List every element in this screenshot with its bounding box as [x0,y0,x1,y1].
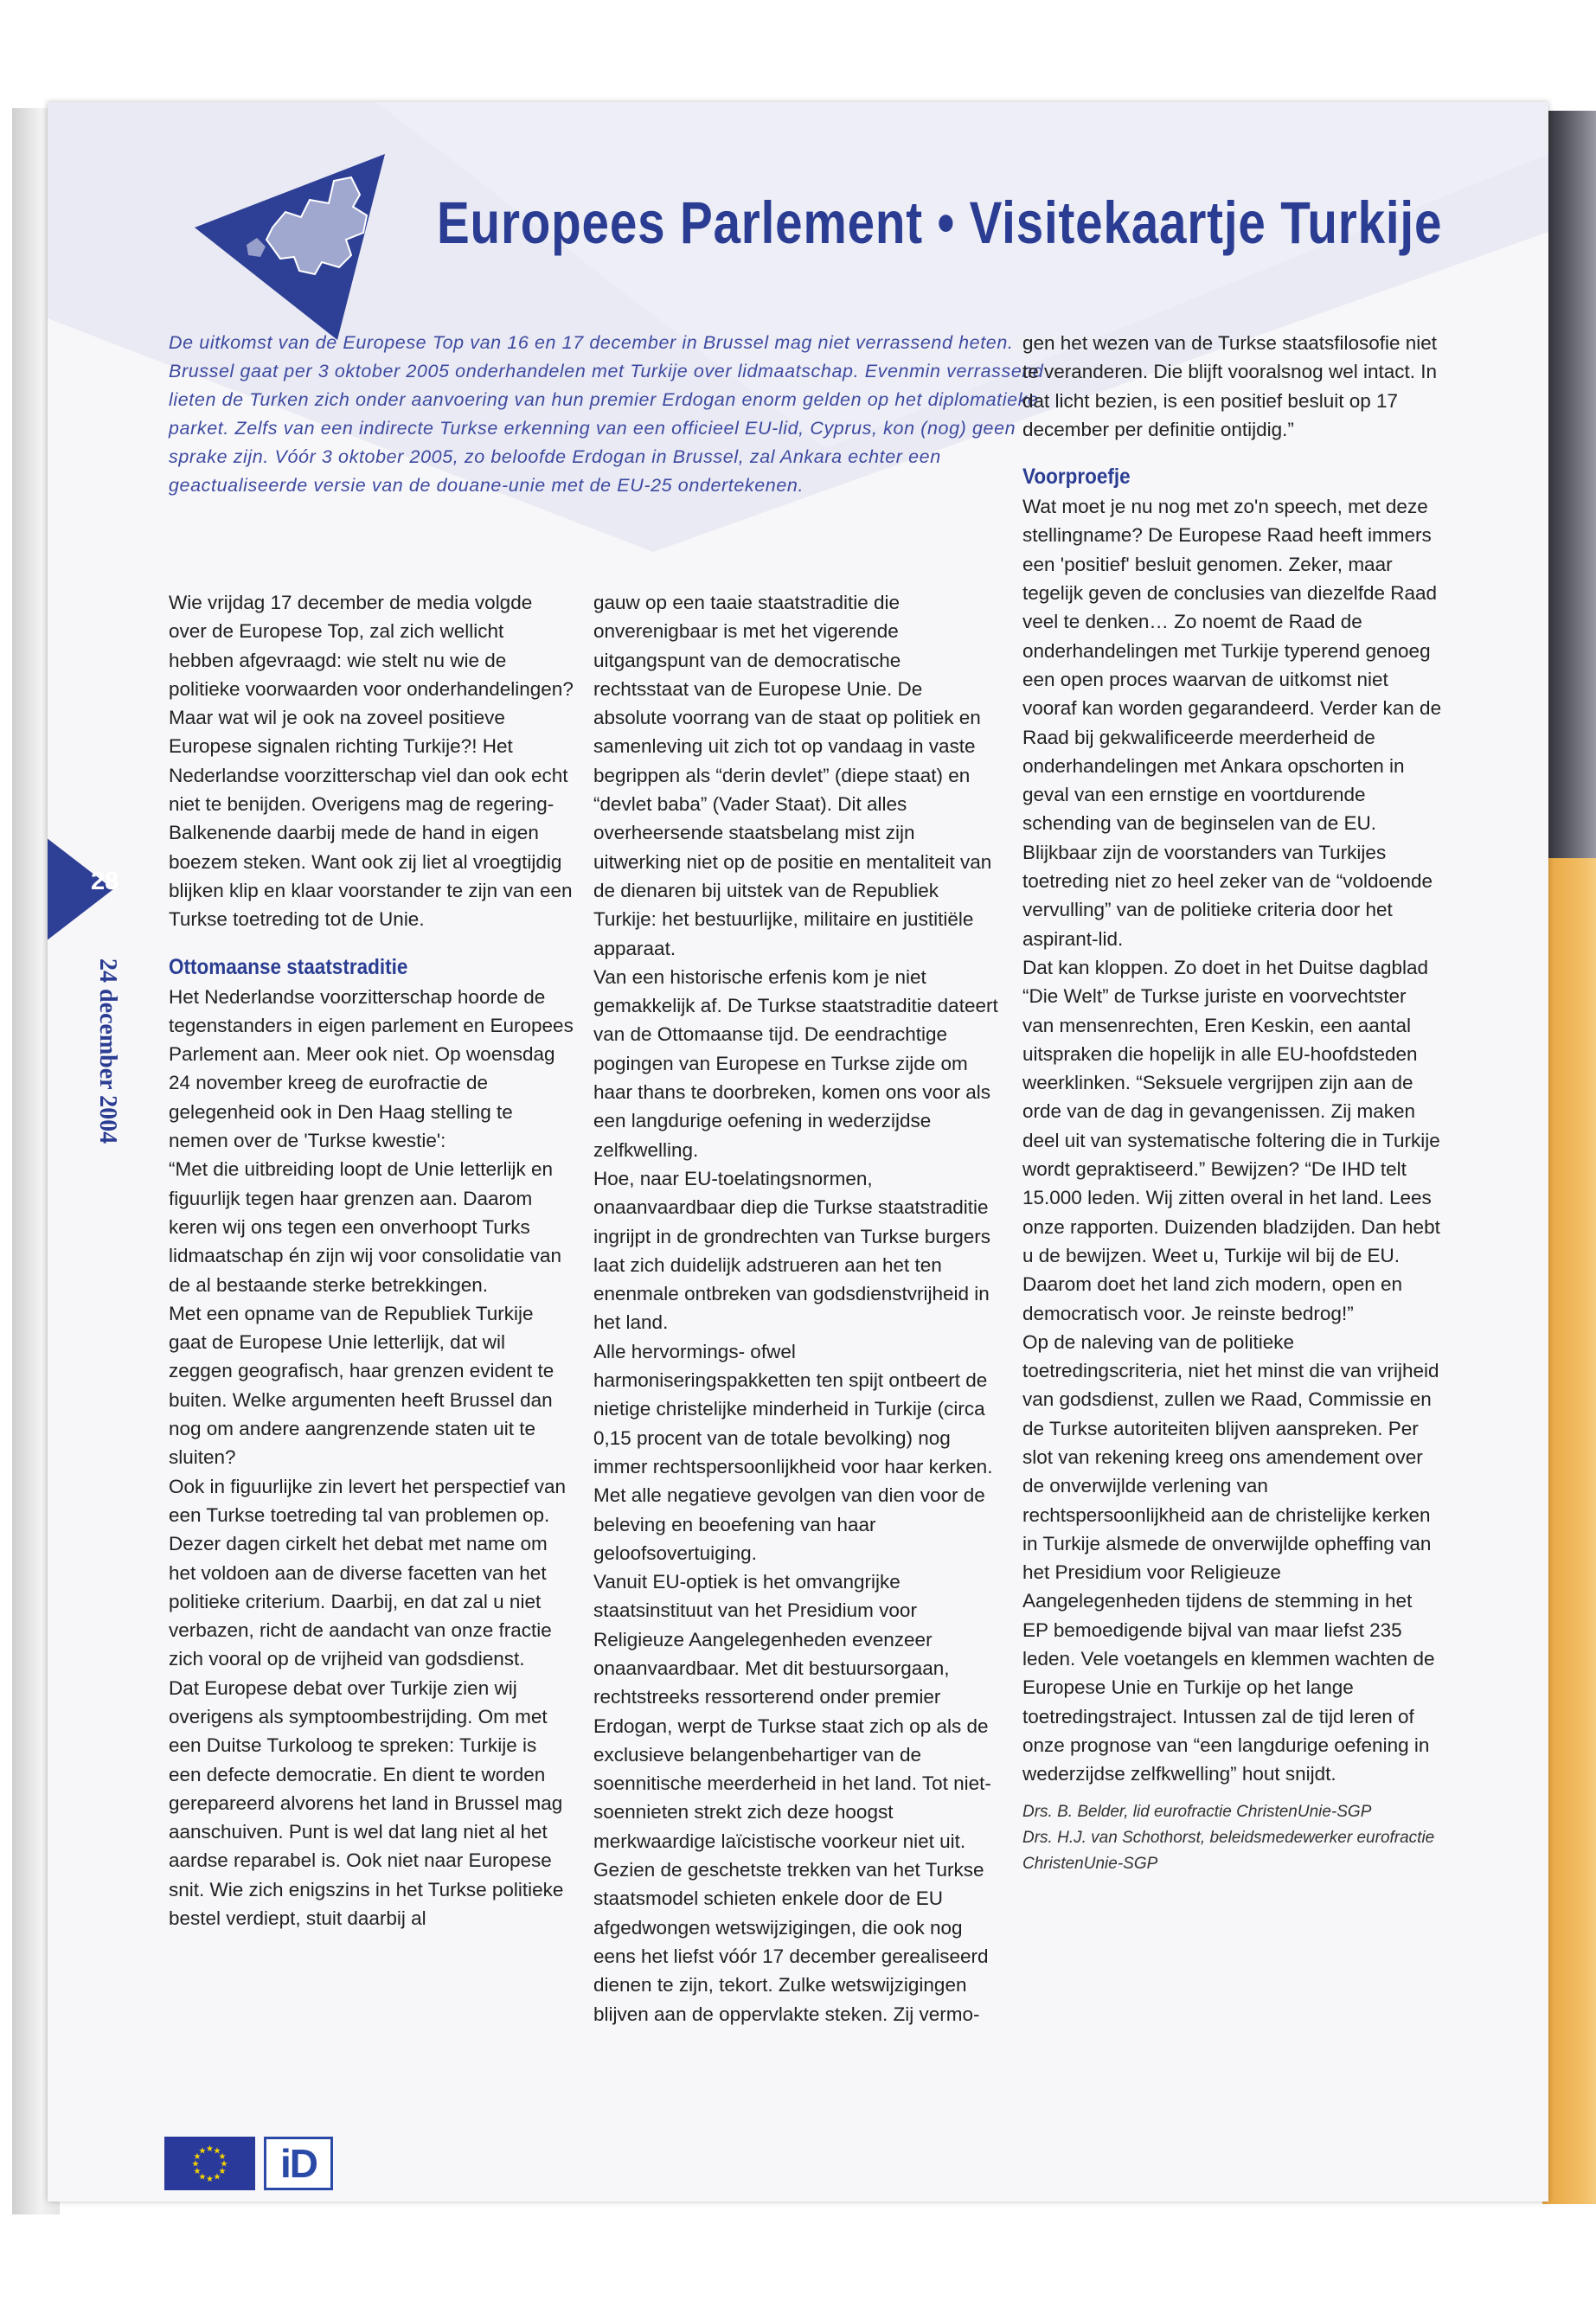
section-heading-voorproefje: Voorproefje [1022,465,1131,490]
column1-paragraph: Ook in figuurlijke zin levert het perspectief van een Turkse toetreding tal van problemen op. Dezer dagen cirkelt het debat met name om het voldoen aan de diverse facetten van het politieke criterium. Daarbij, en dat zal u niet verbazen, richt de aandacht van onze fractie zich vooral op de vrijheid van godsdienst. [169,1475,566,1670]
author-signature: Drs. B. Belder, lid eurofractie ChristenUnie-SGP [1022,1802,1372,1821]
column1-paragraph: Met een opname van de Republiek Turkije gaat de Europese Unie letterlijk, dat wil zeggen geografisch, haar grenzen evident te buiten. Welke argumenten heeft Brussel dan nog om andere aangrenzende staten uit te sluiten? [169,1302,554,1469]
issue-date: 24 december 2004 [94,958,121,1144]
svg-text:★: ★ [193,2152,202,2162]
column1-paragraph: “Met die uitbreiding loopt de Unie letterlijk en figuurlijk tegen haar grenzen aan. Daarom keren wij ons tegen een onverhoopt Turks lidmaatschap én zijn wij voor consolidatie van de al bestaande sterke betrekkingen. [169,1158,561,1296]
column2-paragraph: Alle hervormings- ofwel harmoniseringspakketten ten spijt ontbeert de nietige christelijke minderheid in Turkije (circa 0,15 procent van de totale bevolking) nog immer rechtspersoonlijkheid voor haar kerken. Met alle negatieve gevolgen van dien voor de beleving en beoefening van haar geloofsovertuiging. [593,1340,993,1564]
svg-text:★: ★ [206,2175,214,2184]
svg-text:★: ★ [213,2146,221,2157]
svg-text:★: ★ [220,2159,228,2170]
column3-paragraph: Op de naleving van de politieke toetredingscriteria, niet het minst die van vrijheid van godsdienst, zullen we Raad, Commissie en de Turkse autoriteiten blijven aanspreken. Per slot van rekening kreeg ons amendement over de onverwijlde verlening van rechtspersoonlijkheid aan de christelijke kerken in Turkije alsmede de onverwijlde opheffing van het Presidium voor Religieuze Aangelegenheden tijdens de stemming in het EP bemoedigende bijval van maar liefst 235 leden. Vele voetangels en klemmen wachten de Europese Unie en Turkije op het lange toetredingstraject. Intussen zal de tijd leren of onze prognose van “een langdurige oefening in wederzijdse zelfkwelling” hout snijdt. [1022,1330,1439,1785]
svg-text:★: ★ [198,2146,207,2157]
svg-text:★: ★ [218,2167,227,2176]
article-column-1 [169,588,574,1932]
column2-paragraph: Gezien de geschetste trekken van het Turkse staatsmodel schieten enkele door de EU afgedwongen wetswijzigingen, die ook nog eens het liefst vóór 17 december gerealiseerd dienen te zijn, tekort. Zulke wetswijzigingen blijven aan de oppervlakte steken. Zij vermo- [593,1859,989,2025]
column3-paragraph: Wat moet je nu nog met zo'n speech, met deze stellingname? De Europese Raad heeft immers een 'positief' besluit genomen. Zeker, maar tegelijk geven de conclusies van diezelfde Raad veel te denken… Zo noemt de Raad de onderhandelingen met Turkije typerend genoeg een open proces waarvan de uitkomst niet vooraf kan worden gegarandeerd. Verder kan de Raad bij gekwalificeerde meerderheid de onderhandelingen met Ankara opschorten in geval van een ernstige en voortdurende schending van de beginselen van de EU. Blijkbaar zijn de voorstanders van Turkijes toetreding niet zo heel zeker van de “voldoende vervulling” van de politieke criteria door het aspirant-lid. [1022,496,1442,950]
column2-paragraph: Vanuit EU-optiek is het omvangrijke staatsinstituut van het Presidium voor Religieuze Aangelegenheden evenzeer onaanvaardbaar. Met dit bestuursorgaan, rechtstreeks ressorterend onder premier Erdogan, werpt de Turkse staat zich op als de exclusieve belangenbehartiger van de soennitische meerderheid in het land. Tot niet-soennieten strekt zich deze hoogst merkwaardige laïcistische voorkeur niet uit. [593,1571,991,1852]
lead-paragraph: De uitkomst van de Europese Top van 16 en 17 december in Brussel mag niet verrassend heten. Brussel gaat per 3 oktober 2005 onderhandelen met Turkije over lidmaatschap. Evenmin verrassend lieten de Turken zich onder aanvoering van hun premier Erdogan enorm gelden op het diplomatieke parket. Zelfs van een indirecte Turkse erkenning van een officieel EU-lid, Cyprus, kon (nog) geen sprake zijn. Vóór 3 oktober 2005, zo beloofde Erdogan in Brussel, zal Ankara echter een geactualiseerde versie van de douane-unie met de EU-25 ondertekenen. [169,332,1044,496]
article-column-2 [593,588,1000,2029]
svg-text:★: ★ [213,2172,221,2182]
column3-intro: gen het wezen van de Turkse staatsfilosofie niet te veranderen. Die blijft vooralsnog wel intact. In dat licht bezien, is een positief besluit op 17 december per definitie ontijdig.” [1022,332,1438,440]
article-column-3 [1022,329,1442,1877]
svg-text:★: ★ [206,2144,214,2154]
id-logo: iD [264,2137,333,2190]
column2-paragraph: gauw op een taaie staatstraditie die onverenigbaar is met het vigerende uitgangspunt van de democratische rechtsstaat van de Europese Unie. De absolute voorrang van de staat op politiek en samenleving uit zich tot op vandaag in vaste begrippen als “derin devlet” (diepe staat) en “devlet baba” (Vader Staat). Dit alles overheersende staatsbelang mist zijn uitwerking niet op de positie en mentaliteit van de dienaren bij uitstek van de Republiek Turkije: het bestuurlijke, militaire en justitiële apparaat. [593,592,992,959]
page-number: 28 [91,868,119,895]
column1-intro: Wie vrijdag 17 december de media volgde over de Europese Top, zal zich wellicht hebben afgevraagd: wie stelt nu wie de politieke voorwaarden voor onderhandelingen? Maar wat wil je ook na zoveel positieve Europese signalen richting Turkije?! Het Nederlandse voorzitterschap viel dan ook echt niet te benijden. Overigens mag de regering-Balkenende daarbij mede de hand in eigen boezem steken. Want ook zij liet al vroegtijdig blijken klip en klaar voorstander te zijn van een Turkse toetreding tot de Unie. [169,592,574,931]
column3-paragraph: Dat kan kloppen. Zo doet in het Duitse dagblad “Die Welt” de Turkse juriste en voorvechtster van mensenrechten, Eren Keskin, een aantal uitspraken die hopelijk in alle EU-hoofdsteden weerklinken. “Seksuele vergrijpen zijn aan de orde van de dag in gevangenissen. Zij maken deel uit van systematische foltering die in Turkije wordt gepraktiseerd.” Bewijzen? “De IHD telt 15.000 leden. Wij zitten overal in het land. Lees onze rapporten. Duizenden bladzijden. Dan hebt u de bewijzen. Weet u, Turkije wil bij de EU. Daarom doet het land zich modern, open en democratisch voor. Je reinste bedrog!” [1022,956,1440,1324]
svg-text:★: ★ [193,2167,202,2176]
eu-flag-icon [164,2137,255,2190]
svg-text:★: ★ [218,2152,227,2162]
europe-map-logo [143,128,420,353]
svg-text:★: ★ [191,2159,200,2170]
column1-paragraph: Het Nederlandse voorzitterschap hoorde de tegenstanders in eigen parlement en Europees Parlement aan. Meer ook niet. Op woensdag 24 november kreeg de eurofractie de gelegenheid ook in Den Haag stelling te nemen over de 'Turkse kwestie': [169,985,574,1152]
svg-text:★: ★ [198,2172,207,2182]
page-title: Europees Parlement • Visitekaartje Turkije [437,189,1443,256]
section-heading-ottomaanse: Ottomaanse staatstraditie [169,954,408,979]
column1-paragraph: Dat Europese debat over Turkije zien wij overigens als symptoombestrijding. Om met een Duitse Turkoloog te spreken: Turkije is een defecte democratie. En dient te worden gerepareerd alvorens het land in Brussel mag aanschuiven. Punt is wel dat lang niet al het aardse reparabel is. Ook niet naar Europese snit. Wie zich enigszins in het Turkse politieke bestel verdiept, stuit daarbij al [169,1676,564,1930]
author-signature: Drs. H.J. van Schothorst, beleidsmedewerker eurofractie ChristenUnie-SGP [1022,1828,1435,1873]
column2-paragraph: Hoe, naar EU-toelatingsnormen, onaanvaardbaar diep die Turkse staatstraditie ingrijpt in de grondrechten van Turkse burgers laat zich duidelijk adstrueren aan het ten enenmale ontbreken van godsdienstvrijheid in het land. [593,1167,991,1334]
magazine-page [48,102,1548,2202]
orange-page-edge [1542,858,1596,2204]
column2-paragraph: Van een historische erfenis kom je niet gemakkelijk af. De Turkse staatstraditie dateert van de Ottomaanse tijd. De eendrachtige pogingen van Europese en Turkse zijde om haar thans te doorbreken, komen ons voor als een langdurige oefening in wederzijdse zelfkwelling. [593,965,998,1161]
